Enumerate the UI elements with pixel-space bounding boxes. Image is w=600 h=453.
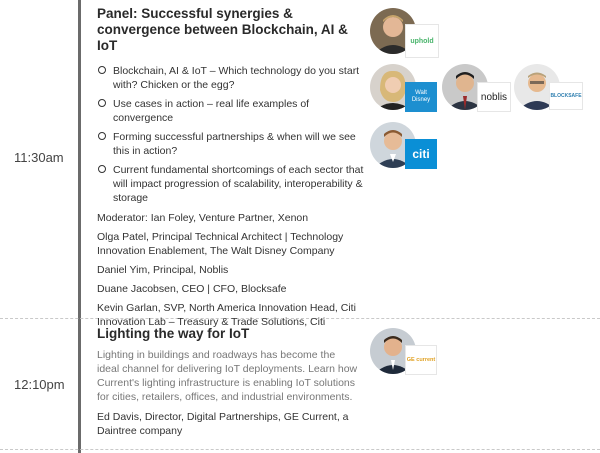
logo-citi: citi bbox=[405, 139, 437, 169]
logo-noblis: noblis bbox=[477, 82, 511, 112]
logo-ge-current: GE current bbox=[405, 345, 437, 375]
bullet-circle-icon bbox=[98, 132, 106, 140]
session-title: Panel: Successful synergies & convergence between Blockchain, AI & IoT bbox=[97, 6, 348, 53]
speaker-olga-patel: Olga Patel, Principal Technical Architect | Technology Innovation Enablement, The Walt Disney Company bbox=[97, 231, 344, 257]
session-panel-blockchain bbox=[97, 6, 367, 334]
topic-list bbox=[97, 64, 367, 205]
speaker-ed-davis: Ed Davis, Director, Digital Partnerships, GE Current, a Daintree company bbox=[97, 411, 349, 437]
logo-walt-disney: Walt Disney bbox=[405, 82, 437, 112]
logo-uphold: uphold bbox=[405, 24, 439, 58]
bullet-circle-icon bbox=[98, 99, 106, 107]
session-separator bbox=[0, 449, 600, 450]
session-time: 11:30am bbox=[14, 150, 64, 165]
session-title: Lighting the way for IoT bbox=[97, 326, 250, 341]
speaker-daniel-yim: Daniel Yim, Principal, Noblis bbox=[97, 264, 229, 276]
bullet-circle-icon bbox=[98, 165, 106, 173]
speaker-duane-jacobsen: Duane Jacobsen, CEO | CFO, Blocksafe bbox=[97, 283, 287, 295]
topic-item: Blockchain, AI & IoT – Which technology do you start with? Chicken or the egg? bbox=[97, 64, 367, 92]
topic-item: Use cases in action – real life examples of convergence bbox=[97, 97, 367, 125]
session-description: Lighting in buildings and roadways has become the ideal channel for delivering IoT deployments. Learn how Current's lighting infrastructure is enabling IoT solutions for cities, retailers, offices, and industrial environments. bbox=[97, 349, 358, 403]
topic-item: Current fundamental shortcomings of each sector that will impact progression of scalability, interoperability & storage bbox=[97, 163, 367, 205]
speaker-kevin-garlan: Kevin Garlan, SVP, North America Innovation Head, Citi Innovation Lab – Treasury & Trade Solutions, Citi bbox=[97, 302, 356, 328]
speaker-moderator: Moderator: Ian Foley, Venture Partner, Xenon bbox=[97, 212, 309, 224]
speaker-list bbox=[97, 410, 359, 438]
speaker-list bbox=[97, 211, 367, 329]
timeline-line bbox=[78, 0, 81, 453]
topic-item: Forming successful partnerships & when will we see this in action? bbox=[97, 130, 367, 158]
logo-blocksafe: BLOCKSAFE bbox=[549, 82, 583, 110]
bullet-circle-icon bbox=[98, 66, 106, 74]
session-time: 12:10pm bbox=[14, 377, 65, 392]
session-lighting-iot bbox=[97, 326, 359, 443]
